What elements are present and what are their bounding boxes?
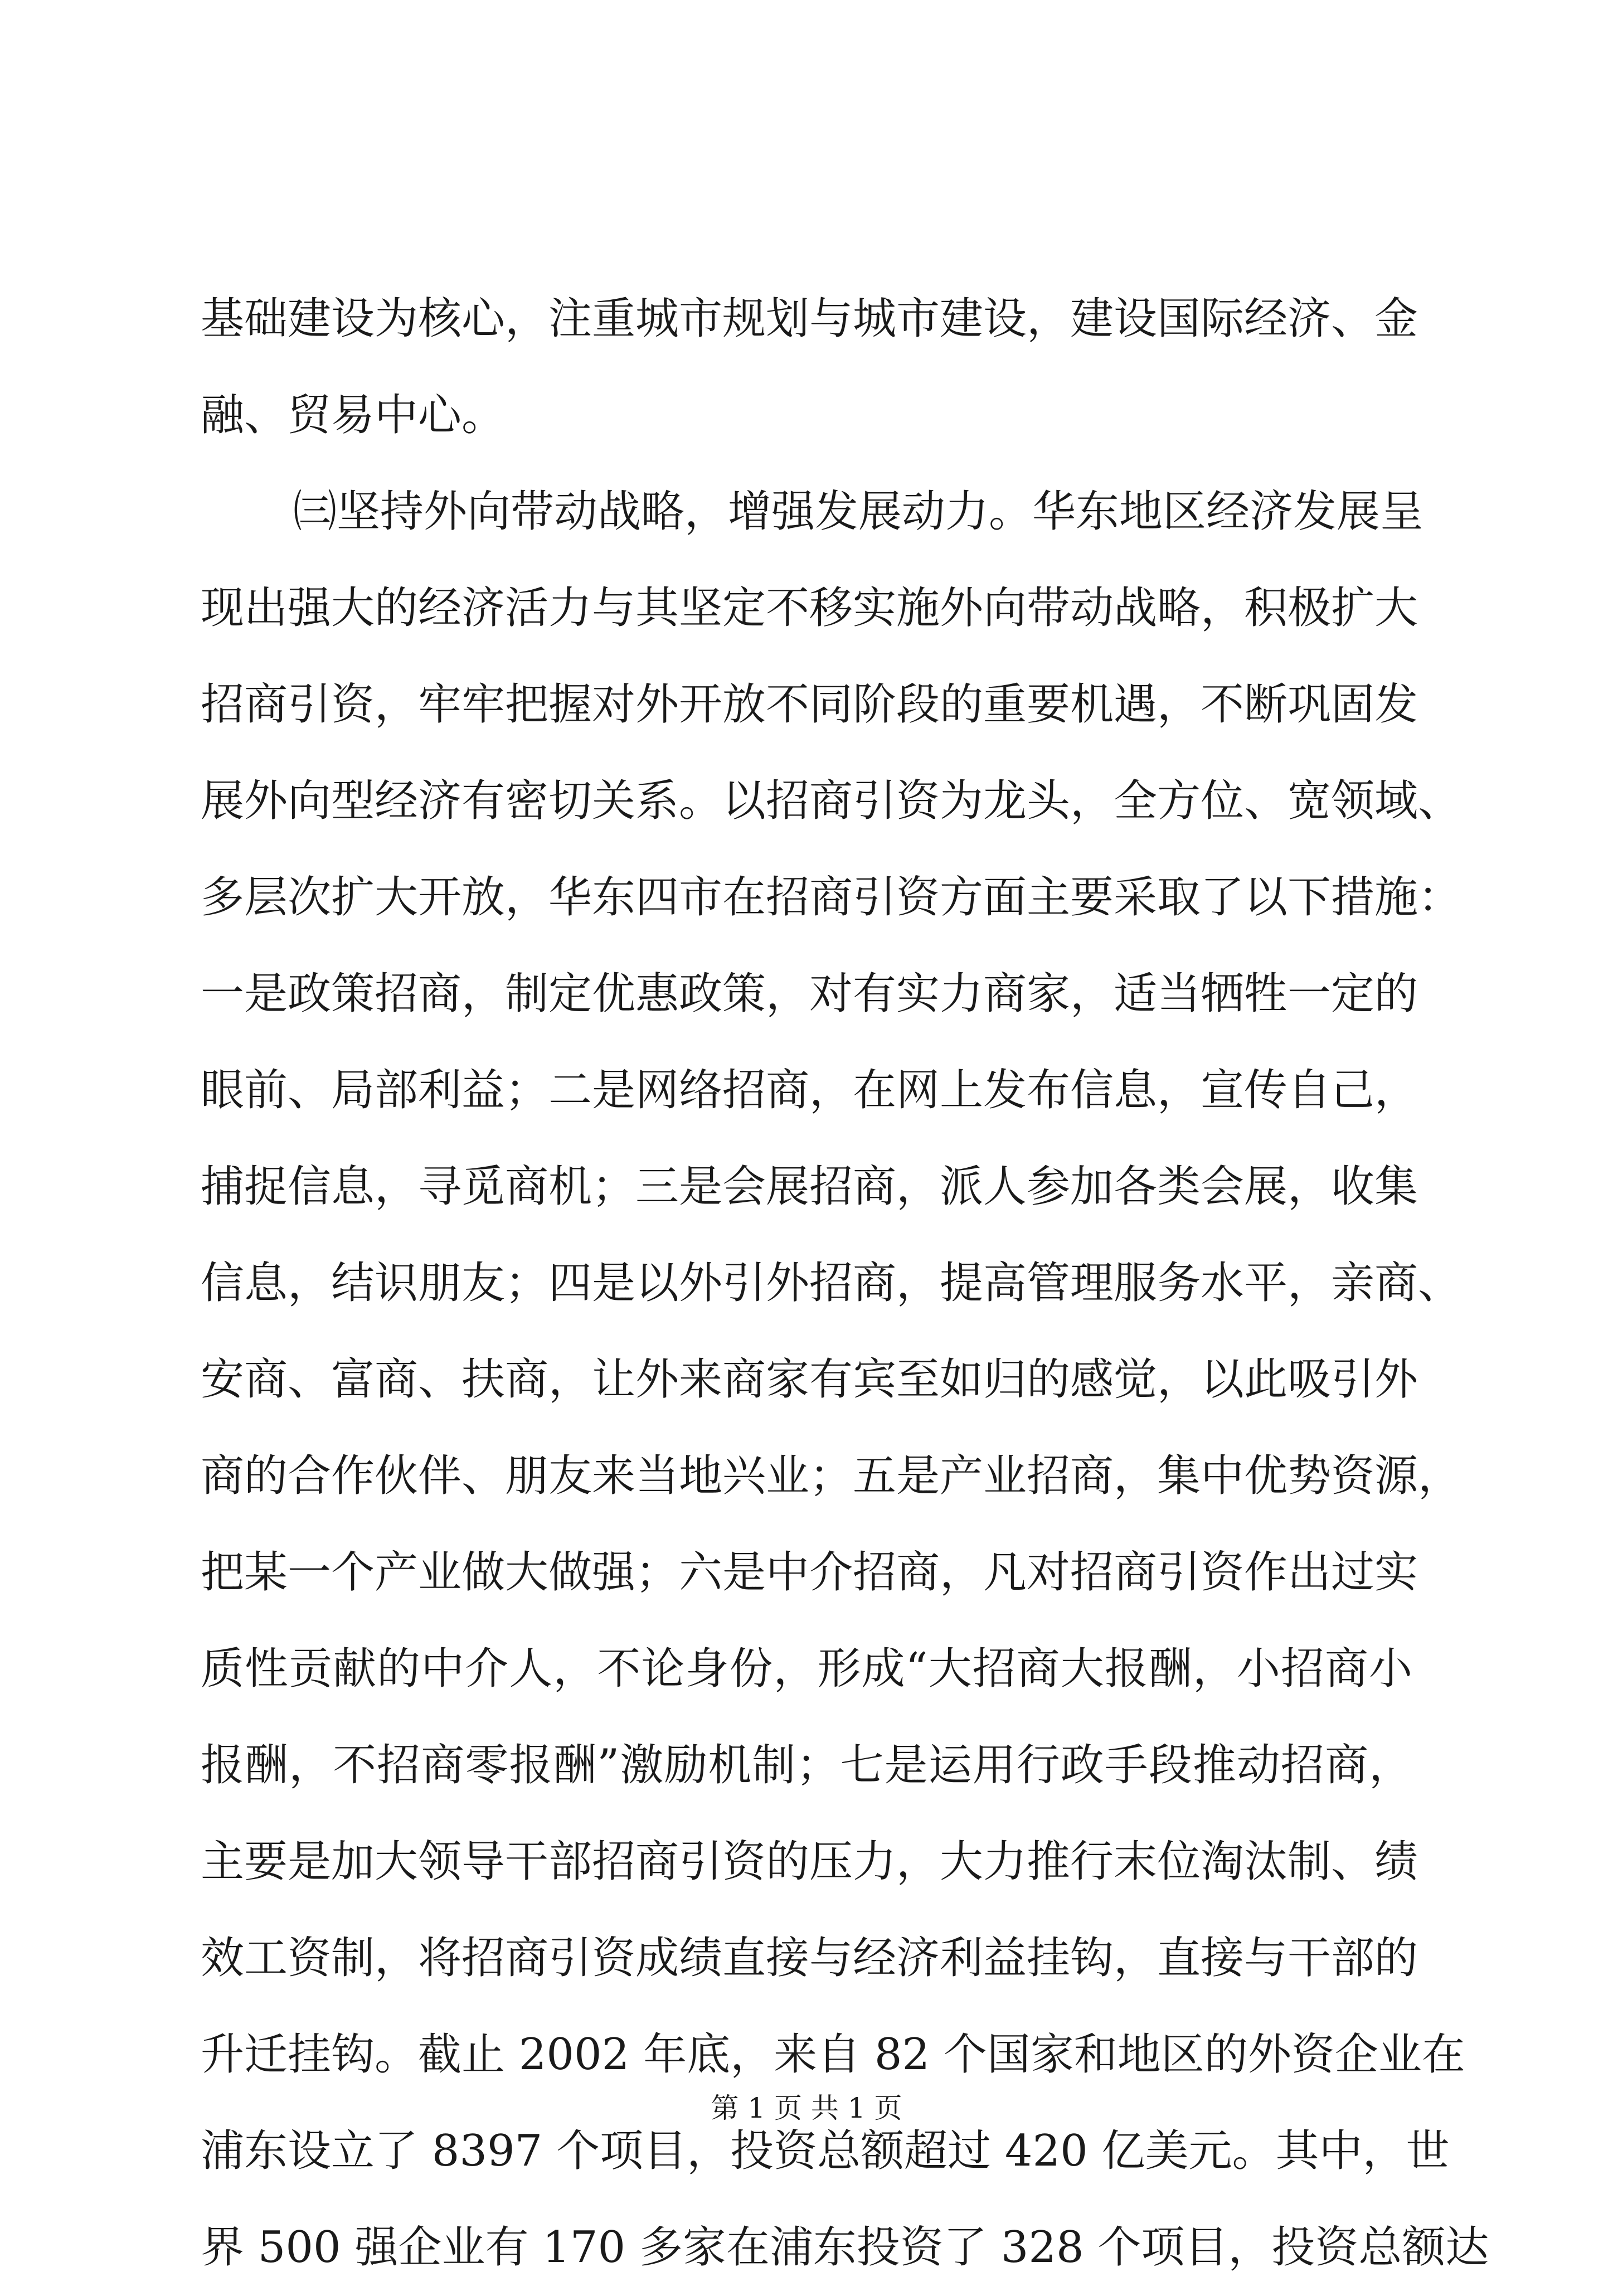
text-line: 招商引资，牢牢把握对外开放不同阶段的重要机遇，不断巩固发 [201, 679, 1418, 730]
text-line: 安商、富商、扶商，让外来商家有宾至如归的感觉，以此吸引外 [201, 1355, 1418, 1405]
text-line: 融、贸易中心。 [201, 390, 506, 440]
text-line: 界 500 强企业有 170 多家在浦东投资了 328 个项目，投资总额达 [201, 2222, 1489, 2273]
text-line: 捕捉信息，寻觅商机；三是会展招商，派人参加各类会展，收集 [201, 1162, 1418, 1212]
text-line: 一是政策招商，制定优惠政策，对有实力商家，适当牺牲一定的 [201, 969, 1418, 1019]
text-line: 浦东设立了 8397 个项目，投资总额超过 420 亿美元。其中，世 [201, 2126, 1450, 2176]
text-line: 效工资制，将招商引资成绩直接与经济利益挂钩，直接与干部的 [201, 1933, 1418, 1983]
text-line: 多层次扩大开放，华东四市在招商引资方面主要采取了以下措施： [201, 872, 1462, 923]
text-line: 把某一个产业做大做强；六是中介招商，凡对招商引资作出过实 [201, 1547, 1418, 1598]
text-line: 报酬，不招商零报酬”激励机制；七是运用行政手段推动招商， [201, 1740, 1412, 1790]
page-number-footer: 第 1 页 共 1 页 [711, 2092, 902, 2124]
text-line: 现出强大的经济活力与其坚定不移实施外向带动战略，积极扩大 [201, 583, 1418, 633]
text-line: 主要是加大领导干部招商引资的压力，大力推行末位淘汰制、绩 [201, 1837, 1418, 1887]
body-text [201, 271, 1489, 2296]
text-line: 信息，结识朋友；四是以外引外招商，提高管理服务水平，亲商、 [201, 1258, 1462, 1308]
text-line: 质性贡献的中介人，不论身份，形成“大招商大报酬，小招商小 [201, 1644, 1412, 1694]
text-line: 升迁挂钩。截止 2002 年底，来自 82 个国家和地区的外资企业在 [201, 2030, 1465, 2080]
paragraph-first-line: ㈢坚持外向带动战略，增强发展动力。华东地区经济发展呈 [293, 487, 1424, 537]
text-line: 展外向型经济有密切关系。以招商引资为龙头，全方位、宽领域、 [201, 776, 1462, 826]
text-line: 基础建设为核心，注重城市规划与城市建设，建设国际经济、金 [201, 294, 1418, 344]
text-line: 眼前、局部利益；二是网络招商，在网上发布信息，宣传自己， [201, 1065, 1418, 1115]
text-line: 商的合作伙伴、朋友来当地兴业；五是产业招商，集中优势资源， [201, 1451, 1462, 1501]
